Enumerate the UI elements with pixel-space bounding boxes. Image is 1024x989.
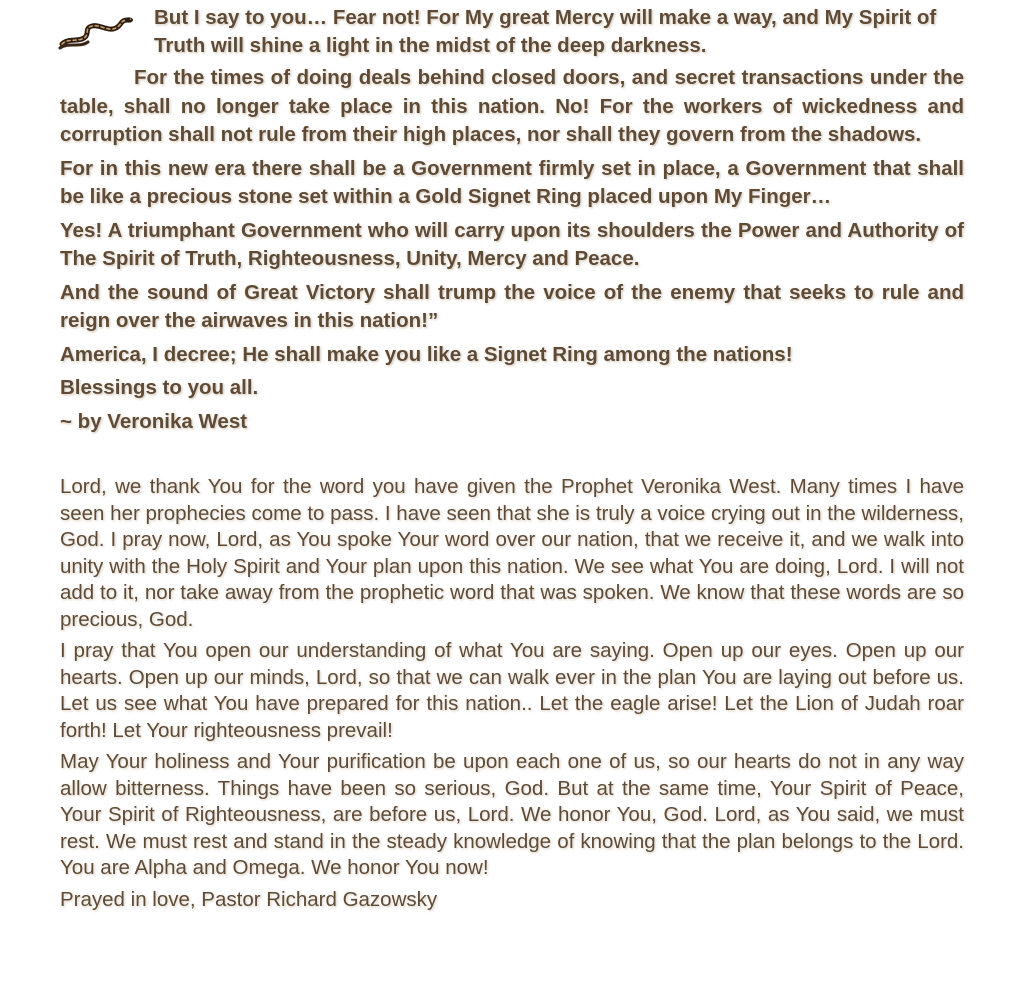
prophecy-opening: But I say to you… Fear not! For My great Mercy will make a way, and My Spirit of Truth will shine a light in the midst of the deep darkness. <box>154 6 937 57</box>
prophecy-paragraph: For in this new era there shall be a Government firmly set in place, a Government that shall be like a precious stone set within a Gold Signet Ring placed upon My Finger… <box>60 156 964 208</box>
document-page <box>60 4 964 918</box>
prophecy-paragraph: For the times of doing deals behind closed doors, and secret transactions under the table, shall no longer take place in this nation. No! For the workers of wickedness and corruption shall not rule from their high places, nor shall they govern from the shadows. <box>60 66 964 146</box>
prophecy-paragraph: Blessings to you all. <box>60 376 259 399</box>
prayer-paragraph: I pray that You open our understanding of what You are saying. Open up our eyes. Open up our hearts. Open up our minds, Lord, so that we can walk ever in the plan You are laying out before us. Let us see what You have prepared for this nation.. Let the eagle arise! Let the Lion of Judah roar forth! Let Your righteousness prevail! <box>60 639 964 742</box>
prayer-signoff: Prayed in love, Pastor Richard Gazowsky <box>60 887 438 911</box>
prayer-paragraph: Lord, we thank You for the word you have given the Prophet Veronika West. Many times I have seen her prophecies come to pass. I have seen that she is truly a voice crying out in the wilderness, God. I pray now, Lord, as You spoke Your word over our nation, that we receive it, and we walk into unity with the Holy Spirit and Your plan upon this nation. We see what You are doing, Lord. I will not add to it, nor take away from the prophetic word that was spoken. We know that these words are so precious, God. <box>60 475 964 631</box>
prayer-paragraph: May Your holiness and Your purification be upon each one of us, so our hearts do not in any way allow bitterness. Things have been so serious, God. But at the same time, Your Spirit of Peace, Your Spirit of Righteousness, are before us, Lord. We honor You, God. Lord, as You said, we must rest. We must rest and stand in the steady knowledge of knowing that the plan belongs to the Lord. You are Alpha and Omega. We honor You now! <box>60 750 964 879</box>
prophecy-paragraph: Yes! A triumphant Government who will carry upon its shoulders the Power and Authority of The Spirit of Truth, Righteousness, Unity, Mercy and Peace. <box>60 218 964 270</box>
prayer-section <box>60 474 964 913</box>
prophecy-paragraph: America, I decree; He shall make you like a Signet Ring among the nations! <box>60 342 793 366</box>
prophecy-author: ~ by Veronika West <box>60 409 248 433</box>
prophecy-section <box>60 4 964 436</box>
prophecy-paragraph: And the sound of Great Victory shall trump the voice of the enemy that seeks to rule and reign over the airwaves in this nation!” <box>60 280 964 332</box>
